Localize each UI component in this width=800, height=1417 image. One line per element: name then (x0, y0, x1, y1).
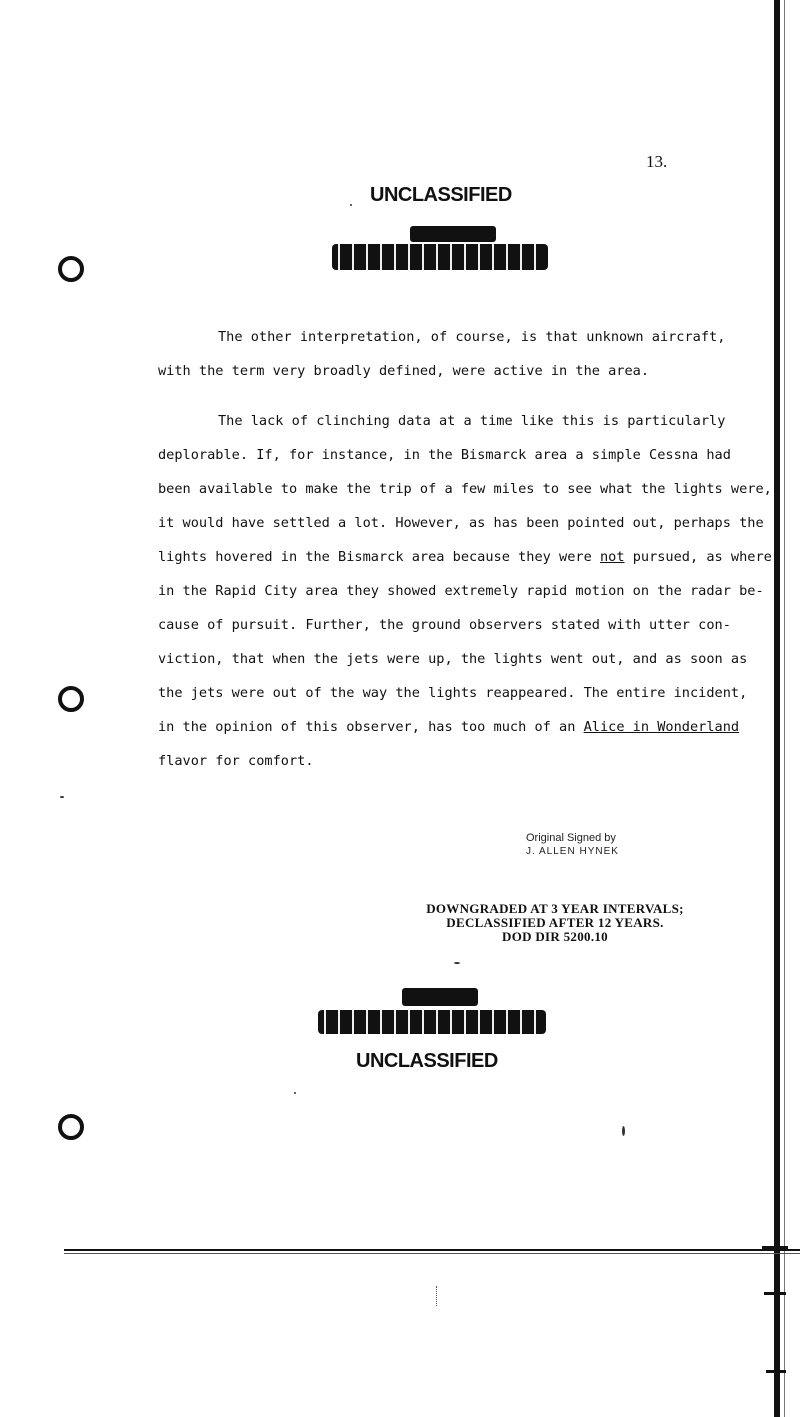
page-number: 13. (646, 152, 668, 171)
page-edge-line (784, 0, 785, 1417)
speck (350, 204, 352, 206)
downgrade-stamp (410, 902, 700, 944)
signature-name: J. ALLEN HYNEK (526, 846, 619, 857)
text-segment: pursued, as where (624, 549, 772, 565)
signature-line: Original Signed by (526, 832, 616, 844)
paragraph (158, 320, 726, 388)
punch-hole (58, 686, 84, 712)
speck (294, 1092, 296, 1094)
divider-line (64, 1253, 800, 1254)
edge-tick (764, 1292, 786, 1295)
underlined-word: not (599, 549, 625, 565)
text-line: in the Rapid City area they showed extremely rapid motion on the radar be- (158, 583, 764, 599)
text-line: deplorable. If, for instance, in the Bismarck area a simple Cessna had (158, 447, 731, 463)
speck (454, 962, 460, 964)
text-line: it would have settled a lot. However, as has been pointed out, perhaps the (158, 515, 764, 531)
redaction-bar (318, 1010, 546, 1034)
downgrade-line: DOD DIR 5200.10 (502, 929, 608, 944)
text-line: the jets were out of the way the lights reappeared. The entire incident, (158, 685, 748, 701)
speck (60, 796, 64, 798)
text-line: The lack of clinching data at a time like this is particularly (218, 413, 726, 429)
punch-hole (58, 1114, 84, 1140)
punch-hole (58, 256, 84, 282)
edge-tick (766, 1370, 786, 1373)
text-line: viction, that when the jets were up, the lights went out, and as soon as (158, 651, 748, 667)
signature-block (526, 832, 619, 858)
speck (622, 1126, 625, 1136)
text-line (158, 540, 772, 574)
text-line: The other interpretation, of course, is that unknown aircraft, (218, 329, 726, 345)
paragraph (158, 404, 772, 778)
classification-marking-bottom: UNCLASSIFIED (356, 1050, 498, 1072)
text-line: flavor for comfort. (158, 753, 314, 769)
text-line (158, 710, 740, 744)
dotted-mark (436, 1286, 438, 1306)
text-line: with the term very broadly defined, were active in the area. (158, 363, 650, 379)
downgrade-line: DECLASSIFIED AFTER 12 YEARS. (446, 915, 664, 930)
redaction-bar (410, 226, 496, 242)
divider-line (64, 1249, 800, 1251)
redaction-bar (332, 244, 548, 270)
classification-marking-top: UNCLASSIFIED (370, 184, 512, 206)
downgrade-line: DOWNGRADED AT 3 YEAR INTERVALS; (426, 901, 684, 916)
text-line: cause of pursuit. Further, the ground observers stated with utter con- (158, 617, 731, 633)
text-segment: in the opinion of this observer, has too much of an (158, 719, 584, 735)
underlined-title: Alice in Wonderland (583, 719, 740, 735)
text-segment: lights hovered in the Bismarck area because they were (158, 549, 600, 565)
redaction-bar (402, 988, 478, 1006)
text-line: been available to make the trip of a few miles to see what the lights were, (158, 481, 772, 497)
document-body (158, 320, 772, 794)
page-edge (774, 0, 780, 1417)
